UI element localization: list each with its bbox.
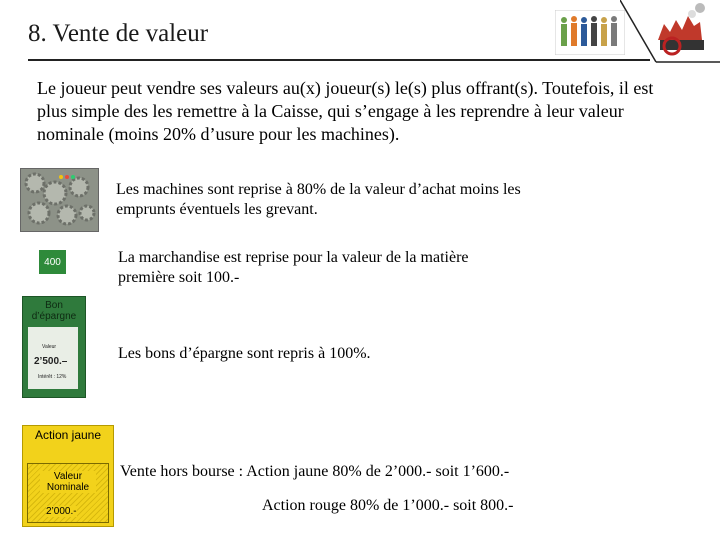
share-value-label: Valeur Nominale	[40, 471, 96, 493]
bond-value: 2’500.–	[34, 356, 68, 367]
title-underline	[28, 59, 650, 61]
page-title: 8. Vente de valeur	[28, 20, 209, 47]
bond-interest: Intérêt : 12%	[38, 374, 67, 380]
share-value: 2’000.-	[46, 506, 77, 517]
savings-bond-image	[22, 296, 86, 398]
bond-label: Valeur	[42, 344, 57, 350]
share-card	[27, 463, 109, 523]
shares-text-line1: Vente hors bourse : Action jaune 80% de 2’000.- soit 1’600.-	[120, 463, 510, 480]
merchandise-token: 400	[39, 250, 66, 274]
people-logo-icon	[555, 10, 625, 55]
intro-paragraph: Le joueur peut vendre ses valeurs au(x) joueur(s) le(s) plus offrant(s). Toutefois, il est plus simple des les remettre à la Caisse, qui s’engage à les reprendre à leur valeur nominale (moins 20% d’usure pour les machines).	[37, 78, 654, 144]
bonds-text: Les bons d’épargne sont repris à 100%.	[118, 345, 371, 362]
factory-logo-icon	[650, 2, 710, 58]
bond-title: Bon d’épargne	[31, 300, 77, 322]
shares-text-line2: Action rouge 80% de 1’000.- soit 800.-	[262, 497, 514, 514]
merchandise-text: La marchandise est reprise pour la valeur de la matière première soit 100.-	[118, 249, 469, 286]
machines-text: Les machines sont reprise à 80% de la valeur d’achat moins les emprunts éventuels les grevant.	[116, 181, 521, 218]
share-title: Action jaune	[34, 428, 102, 442]
bond-card	[28, 327, 78, 389]
yellow-share-image	[22, 425, 114, 527]
machine-gears-image	[20, 168, 99, 232]
